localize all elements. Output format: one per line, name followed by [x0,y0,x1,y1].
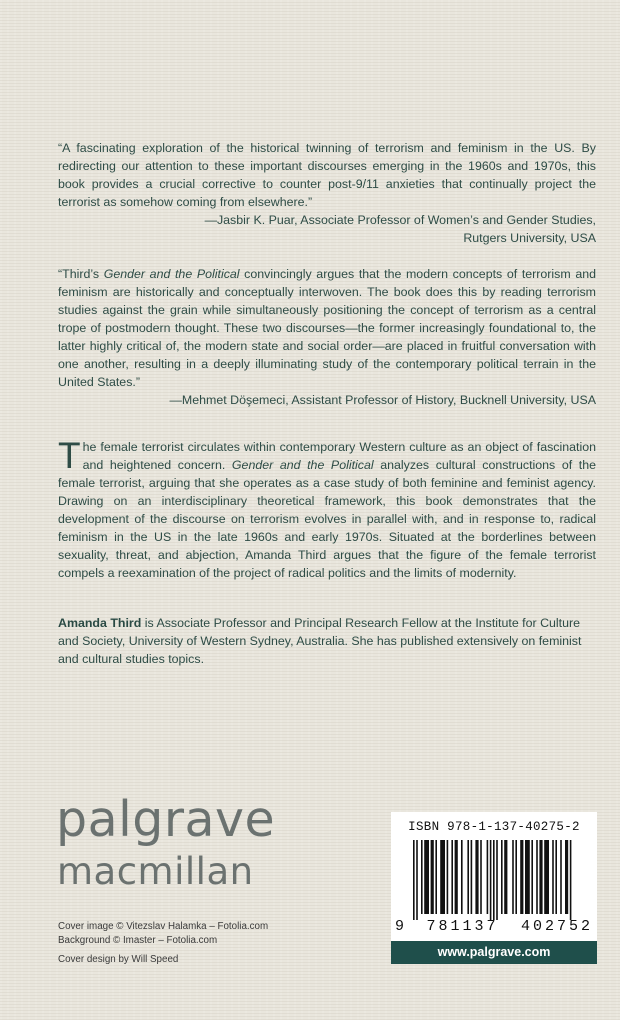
barcode-bar [451,840,453,914]
barcode-bar [455,840,458,914]
cover-credits [58,920,358,967]
barcode-bar [421,840,423,914]
publisher-logo-palgrave: palgrave [56,791,276,848]
barcode-bar [520,840,523,914]
endorsement-quote-dosemeci [58,265,596,409]
dropcap-letter: T [58,435,81,476]
barcode-bar [461,840,463,914]
isbn-digits [395,918,593,935]
isbn-label: ISBN 978-1-137-40275-2 [408,820,580,834]
isbn-digit-prefix: 9 [395,918,405,935]
publisher-logo-macmillan: macmillan [57,850,254,893]
bio-text: is Associate Professor and Principal Research Fellow at the Institute for Culture and Society, University of Western Sydney, Australia. She has published extensively on feminist and cultural studies topics. [58,616,582,666]
description-part-2: analyzes cultural constructions of the female terrorist, arguing that she operates as a case study of both feminine and feminist agency. Drawing on an interdisciplinary theoretical framework, this book demonstrates that the development of the discourse on terrorism evolves in parallel with, and in response to, radical feminism in the US in the late 1960s and early 1970s. Situated at the borderlines between sexuality, threat, and abjection, Amanda Third argues that the figure of the female terrorist compels a reexamination of the project of radical politics and the limits of modernity. [58,458,596,580]
isbn-digit-group-left: 781137 [426,918,499,935]
quote-attribution [58,211,596,247]
barcode-bar [496,840,498,920]
quote-attribution: —Mehmet Döşemeci, Assistant Professor of History, Bucknell University, USA [169,393,596,407]
endorsement-quote-puar [58,139,596,247]
book-title: Gender and the Political [103,267,240,281]
barcode-bar [515,840,517,914]
author-bio [58,614,596,668]
barcode-bar [536,840,538,914]
isbn-digit-group-right: 402752 [520,918,593,935]
attribution-line-1: —Jasbir K. Puar, Associate Professor of Women’s and Gender Studies, [204,213,596,227]
barcode-bar [480,840,482,914]
quote-text [58,265,596,391]
credit-design: Cover design by Will Speed [58,954,179,965]
barcode-bar [431,840,434,914]
barcode-bar [570,840,572,920]
barcode-bar [501,840,503,914]
book-title: Gender and the Political [231,458,374,472]
barcode-bar [560,840,562,914]
barcode-bar [413,840,415,920]
description-part-1: he female terrorist circulates within contemporary Western culture as an object of fascination and heightened concern. [82,440,596,472]
barcode-bar [531,840,533,914]
barcode-bar [487,840,489,914]
credit-background: Background © Imaster – Fotolia.com [58,935,218,946]
isbn-barcode [391,812,597,942]
barcode-bar [490,840,492,920]
credit-cover-image: Cover image © Vitezslav Halamka – Fotolia.com [58,921,269,932]
barcode-bar [504,840,507,914]
attribution-line-2: Rutgers University, USA [463,231,596,245]
barcode-bar [440,840,445,914]
barcode-bar [565,840,568,914]
barcode-bar [552,840,554,914]
barcode-bar [555,840,557,914]
barcode-bar [467,840,469,914]
barcode-bar [493,840,495,920]
author-name: Amanda Third [58,616,142,630]
quote-text-start: “Third’s [58,267,104,281]
publisher-website: www.palgrave.com [391,941,597,964]
book-description [58,435,596,582]
barcode-bar [539,840,542,914]
barcode-bar [471,840,473,914]
barcode-bar [447,840,449,914]
quote-text-rest: convincingly argues that the modern concepts of terrorism and feminism are historically and conceptually interwoven. The book does this by reading terrorism studies against the grain while simultaneously positioning the concept of terrorism as a central trope of postmodern thought. These two discourses—the former increasingly foundational to, the latter highly critical of, the modern state and social order—are placed in fruitful conversation with one another, resulting in a deeply illuminating study of the contemporary political terrain in the United States.” [58,267,596,389]
barcode-bar [525,840,530,914]
barcode-bar [512,840,514,914]
barcode-bar [435,840,437,914]
barcode-bar [475,840,478,914]
barcode-bar [416,840,418,920]
quote-text: “A fascinating exploration of the historical twinning of terrorism and feminism in the US. By redirecting our attention to these important discourses emerging in the 1960s and 1970s, this book provides a crucial corrective to counter post-9/11 anxieties that continually project the terrorist as somehow coming from elsewhere.” [58,141,596,209]
barcode-bars [413,840,577,920]
barcode-bar [544,840,549,914]
barcode-bar [424,840,429,914]
